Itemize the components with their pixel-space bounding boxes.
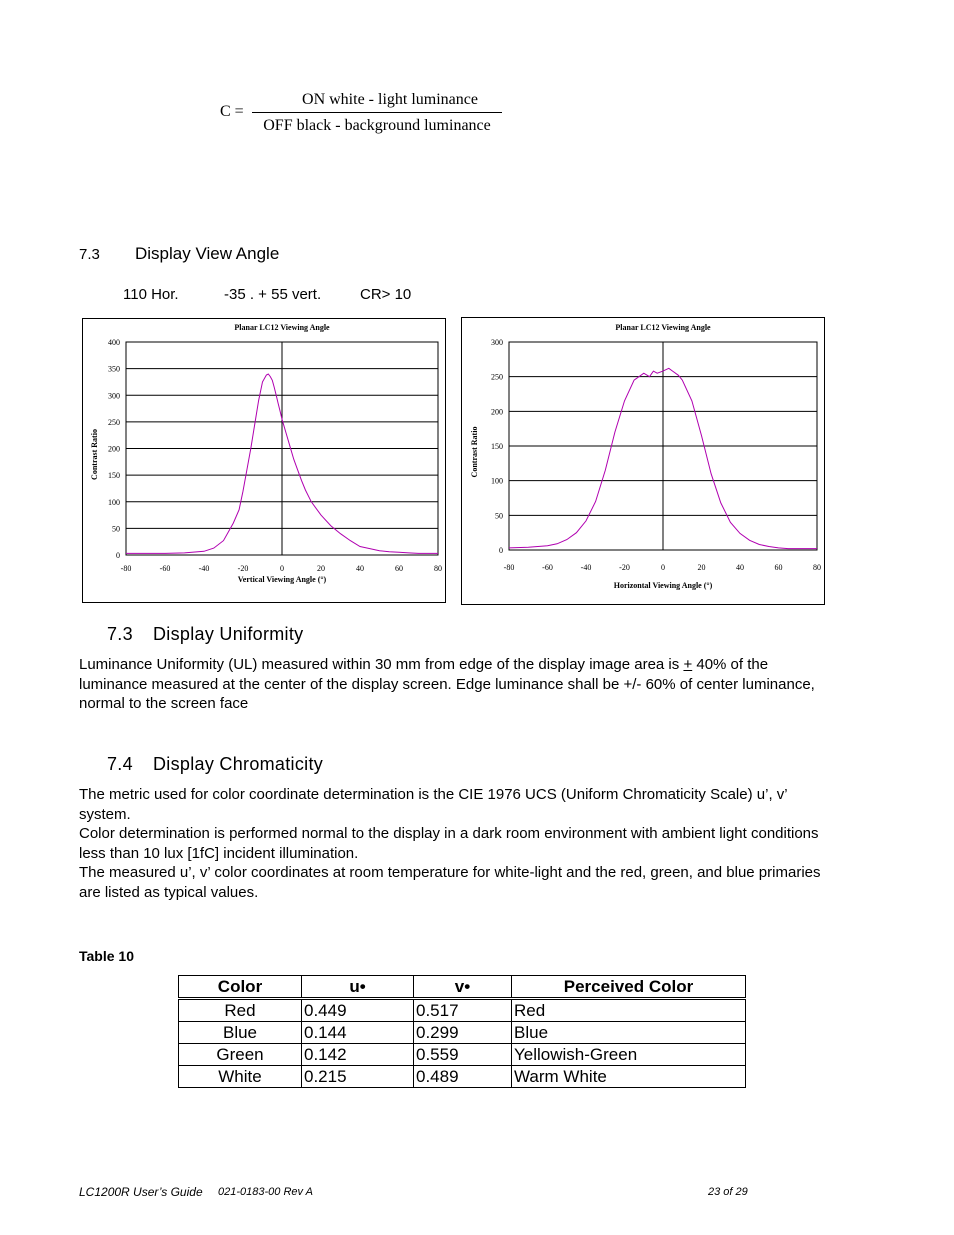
y-tick-label: 400 xyxy=(108,338,120,347)
y-tick-label: 300 xyxy=(108,391,120,401)
section-number: 7.4 xyxy=(107,754,133,774)
x-tick-label: 60 xyxy=(395,564,403,573)
section-title: Display View Angle xyxy=(135,244,280,263)
x-tick-label: 40 xyxy=(356,564,364,573)
footer-title: LC1200R User’s Guide xyxy=(79,1185,203,1199)
uniformity-paragraph xyxy=(79,655,839,714)
y-tick-label: 200 xyxy=(491,407,503,417)
x-tick-label: -80 xyxy=(503,563,515,572)
x-tick-label: -60 xyxy=(542,563,553,572)
x-tick-label: -20 xyxy=(619,563,630,572)
section-number: 7.3 xyxy=(79,246,100,263)
chromaticity-table xyxy=(178,975,746,1088)
cell-u: 0.215 xyxy=(302,1066,414,1088)
cell-perceived: Warm White xyxy=(512,1066,746,1088)
formula-numerator: ON white - light luminance xyxy=(302,91,478,108)
footer-doc-number: 021-0183-00 Rev A xyxy=(218,1186,313,1198)
x-tick-label: -40 xyxy=(198,564,210,573)
x-axis-label: Horizontal Viewing Angle (°) xyxy=(613,581,713,590)
cell-color: Green xyxy=(179,1044,302,1066)
cell-u: 0.144 xyxy=(302,1022,414,1044)
x-axis-label: Vertical Viewing Angle (°) xyxy=(237,575,327,584)
table-row xyxy=(179,1066,746,1088)
x-tick-label: 40 xyxy=(736,563,744,572)
vertical-chart-svg xyxy=(83,319,445,602)
x-tick-label: 0 xyxy=(661,563,665,572)
cell-color: White xyxy=(179,1066,302,1088)
y-axis-label: Contrast Ratio xyxy=(470,426,479,478)
header-v: v• xyxy=(414,976,512,999)
cell-v: 0.489 xyxy=(414,1066,512,1088)
y-tick-label: 0 xyxy=(499,546,503,555)
chromaticity-paragraph-3: The measured u’, v’ color coordinates at room temperature for white-light and the red, green, and blue primaries are listed as typical values. xyxy=(79,864,821,901)
x-tick-label: 80 xyxy=(813,563,821,572)
spec-horizontal: 110 Hor. xyxy=(123,286,179,303)
chromaticity-paragraph-2: Color determination is performed normal to the display in a dark room environment with ambient light conditions less than 10 lux [1fC] incident illumination. xyxy=(79,825,819,862)
table-row xyxy=(179,1044,746,1066)
y-tick-label: 0 xyxy=(116,551,120,560)
spec-vertical: -35 . + 55 vert. xyxy=(224,286,322,303)
chart-title: Planar LC12 Viewing Angle xyxy=(615,323,711,332)
y-tick-label: 100 xyxy=(108,497,120,507)
y-tick-label: 200 xyxy=(108,444,120,454)
y-tick-label: 100 xyxy=(491,476,503,486)
section-heading-chromaticity xyxy=(107,754,323,775)
x-tick-label: -20 xyxy=(237,564,249,573)
table-header-row xyxy=(179,976,746,999)
chart-title: Planar LC12 Viewing Angle xyxy=(234,323,330,332)
y-tick-label: 150 xyxy=(108,471,120,481)
y-tick-label: 150 xyxy=(491,442,503,451)
x-tick-label: -80 xyxy=(120,564,132,573)
x-tick-label: 80 xyxy=(434,564,442,573)
uniformity-text-end: 40% of the luminance measured at the center of the display screen. Edge luminance shall be +/- 60% of center luminance, normal to the screen face xyxy=(79,656,815,712)
header-u: u• xyxy=(302,976,414,999)
y-axis-label: Contrast Ratio xyxy=(90,429,99,480)
chromaticity-paragraph-1: The metric used for color coordinate determination is the CIE 1976 UCS (Uniform Chromaticity Scale) u’, v’ system. xyxy=(79,786,788,823)
cell-u: 0.449 xyxy=(302,999,414,1022)
cell-perceived: Red xyxy=(512,999,746,1022)
section-title: Display Uniformity xyxy=(153,624,304,644)
x-tick-label: 20 xyxy=(697,563,706,572)
cell-color: Red xyxy=(179,999,302,1022)
cell-v: 0.299 xyxy=(414,1022,512,1044)
header-perceived-color: Perceived Color xyxy=(512,976,746,999)
cell-perceived: Blue xyxy=(512,1022,746,1044)
footer-page-number: 23 of 29 xyxy=(708,1186,748,1198)
cell-color: Blue xyxy=(179,1022,302,1044)
x-tick-label: 0 xyxy=(280,564,284,573)
formula-fraction-bar xyxy=(252,112,502,113)
cell-v: 0.559 xyxy=(414,1044,512,1066)
cell-u: 0.142 xyxy=(302,1044,414,1066)
section-heading-uniformity xyxy=(107,624,303,645)
spec-contrast-ratio: CR> 10 xyxy=(360,286,412,303)
y-tick-label: 250 xyxy=(491,372,503,382)
y-tick-label: 50 xyxy=(495,511,503,521)
section-heading-view-angle xyxy=(79,244,279,264)
vertical-viewing-angle-chart xyxy=(82,318,446,603)
cell-perceived: Yellowish-Green xyxy=(512,1044,746,1066)
header-color: Color xyxy=(179,976,302,999)
cell-v: 0.517 xyxy=(414,999,512,1022)
uniformity-text-start: Luminance Uniformity (UL) measured within 30 mm from edge of the display image area is xyxy=(79,656,684,673)
y-tick-label: 50 xyxy=(112,524,120,534)
formula-lhs: C = xyxy=(220,103,244,120)
horizontal-chart-svg xyxy=(462,318,824,604)
table-row xyxy=(179,1022,746,1044)
x-tick-label: 20 xyxy=(317,564,325,573)
contrast-formula xyxy=(220,88,520,138)
x-tick-label: -40 xyxy=(580,563,592,572)
x-tick-label: 60 xyxy=(774,563,783,572)
table-row xyxy=(179,999,746,1022)
y-tick-label: 350 xyxy=(108,364,120,374)
table-caption: Table 10 xyxy=(79,948,134,964)
y-tick-label: 300 xyxy=(491,338,503,347)
section-number: 7.3 xyxy=(107,624,133,644)
horizontal-viewing-angle-chart xyxy=(461,317,825,605)
y-tick-label: 250 xyxy=(108,417,120,427)
chromaticity-paragraphs xyxy=(79,785,839,902)
formula-denominator: OFF black - background luminance xyxy=(263,117,491,134)
x-tick-label: -60 xyxy=(159,564,171,573)
plus-minus-sign: + xyxy=(683,656,693,673)
section-title: Display Chromaticity xyxy=(153,754,324,774)
